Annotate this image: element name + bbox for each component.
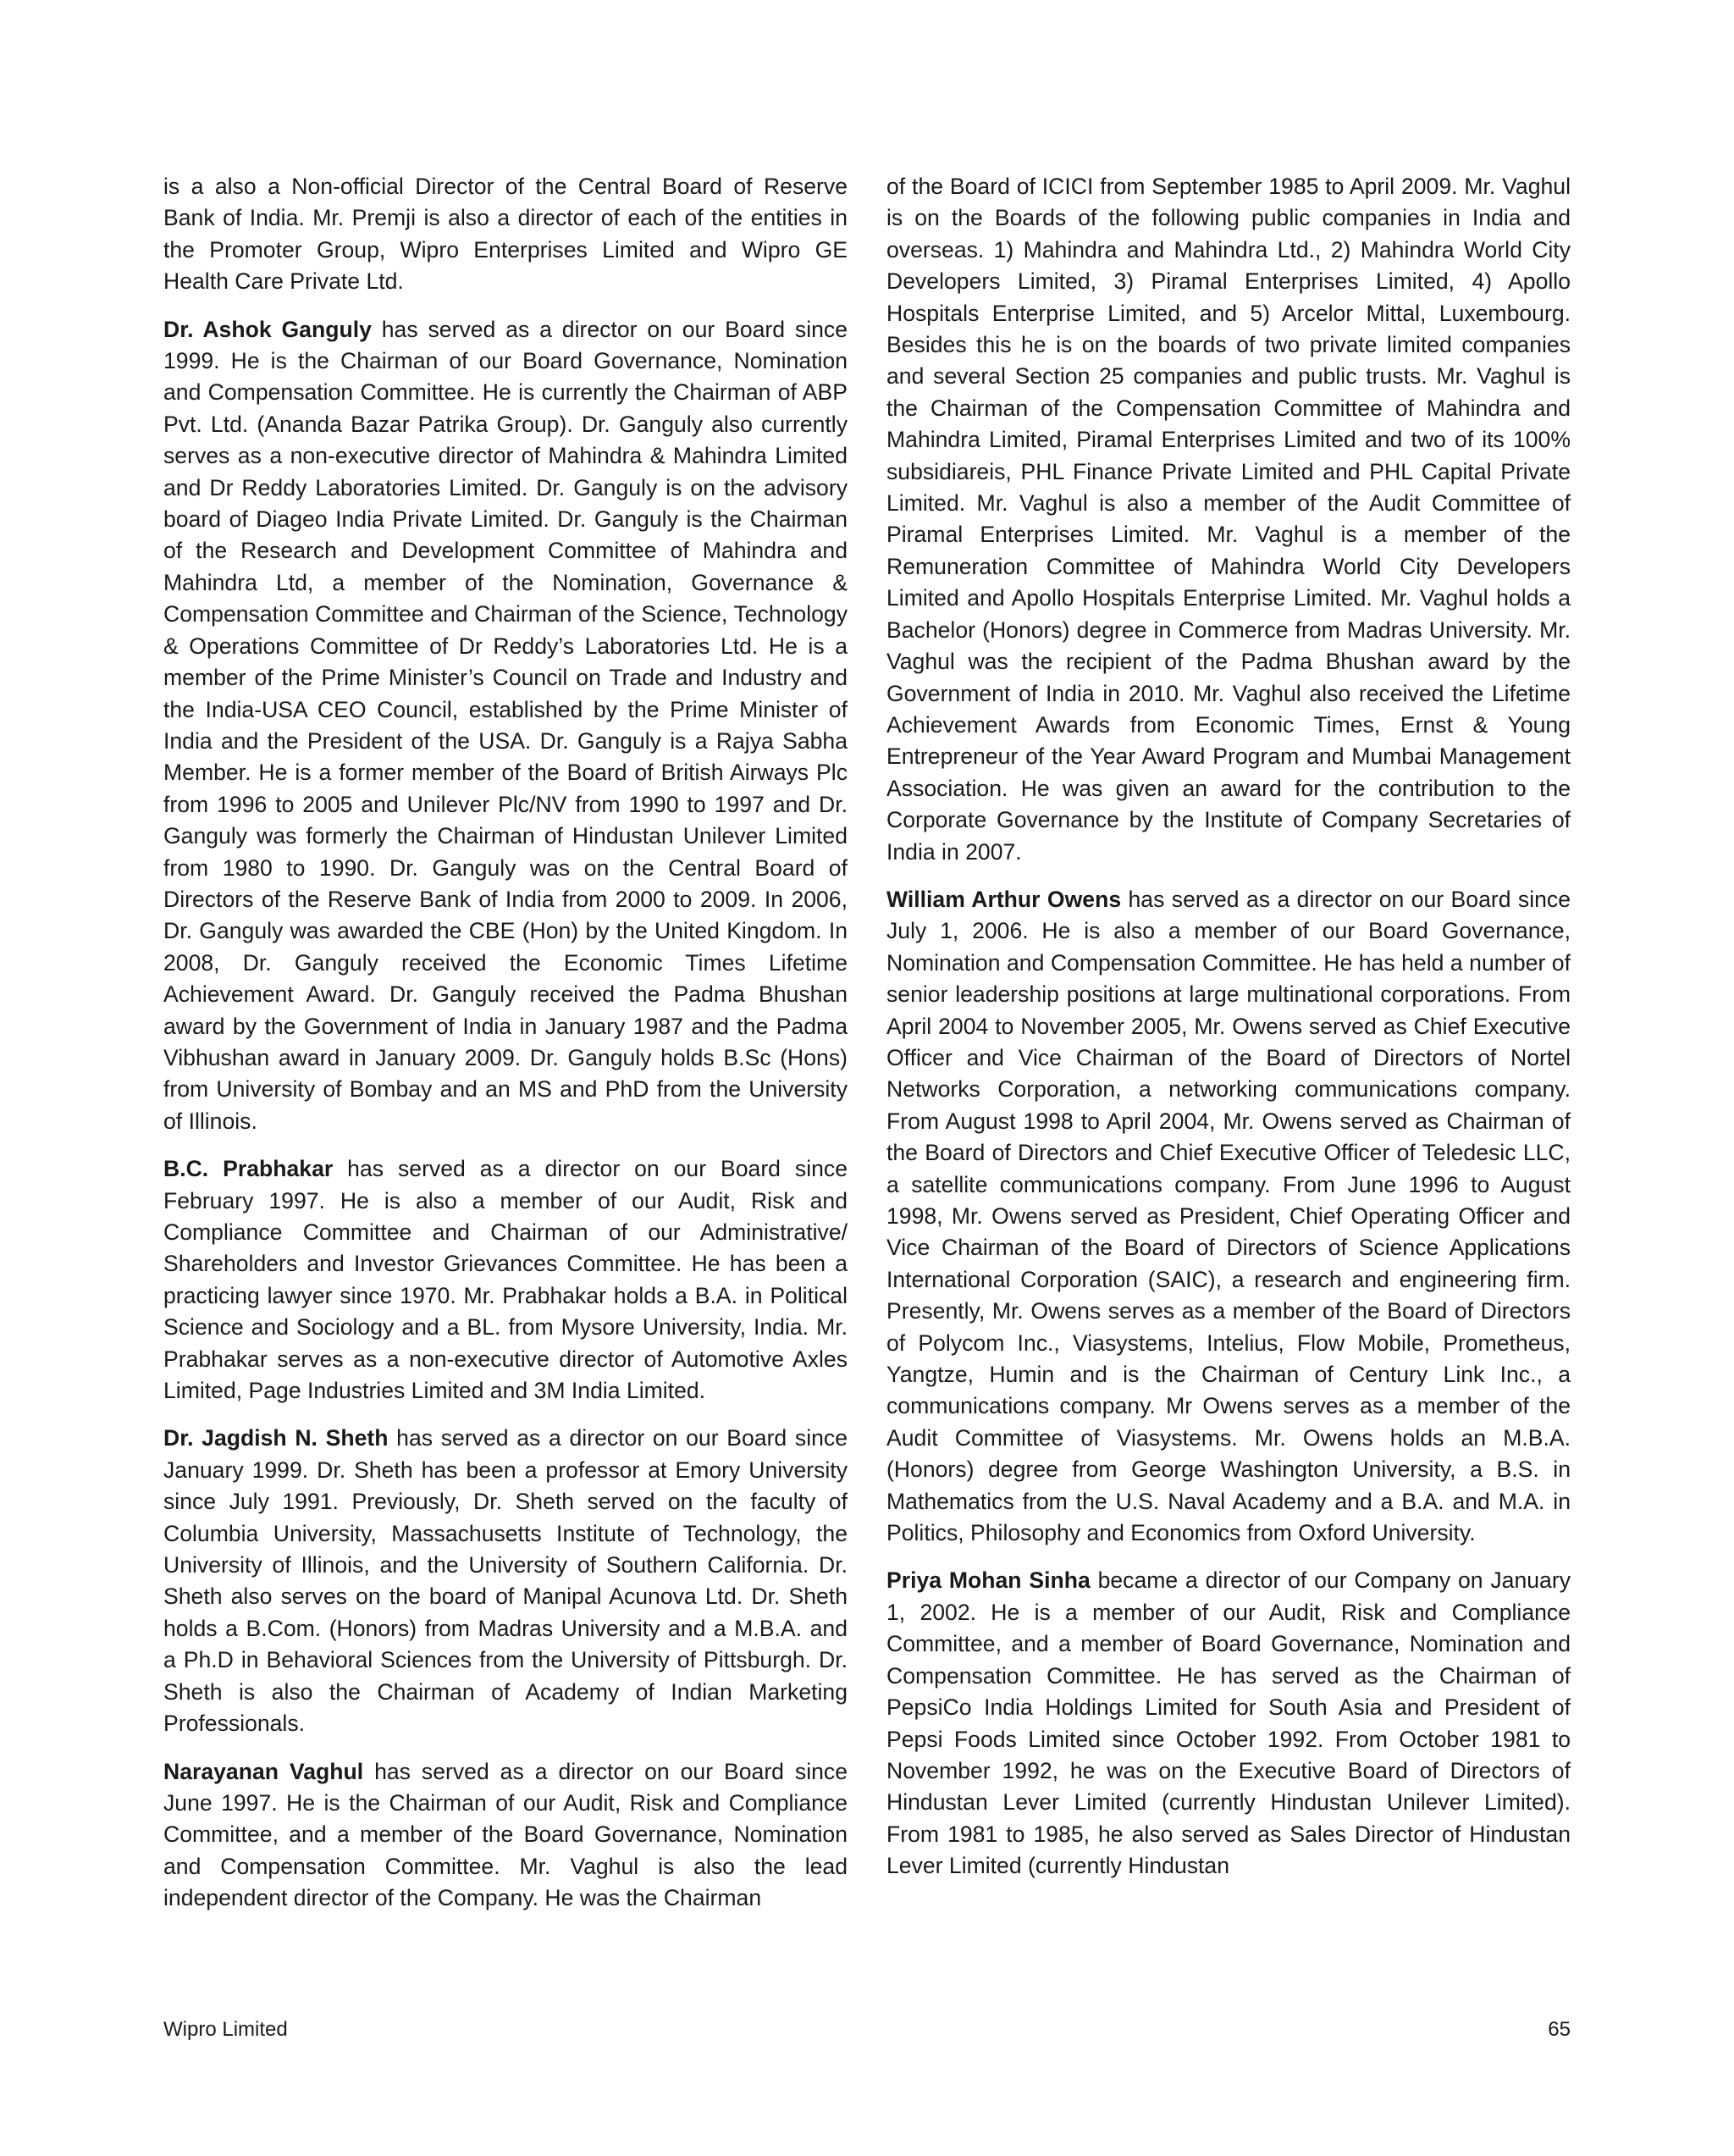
director-name: Dr. Jagdish N. Sheth [163, 1425, 389, 1451]
paragraph-bc-prabhakar [163, 1153, 848, 1407]
paragraph-priya-sinha [886, 1565, 1571, 1882]
page-number: 65 [1548, 2018, 1571, 2041]
paragraph-jagdish-sheth [163, 1423, 848, 1739]
director-name: William Arthur Owens [886, 886, 1122, 912]
paragraph-text: of the Board of ICICI from September 1985 to April 2009. Mr. Vaghul is on the Boards of the following public companies in India and overseas. 1) Mahindra and Mahindra Ltd., 2) Mahindra World City Developers Limited, 3) Piramal Enterprises Limited, 4) Apollo Hospitals Enterprise Limited, and 5) Arcelor Mittal, Luxembourg. Besides this he is on the boards of two private limited companies and several Section 25 companies and public trusts. Mr. Vaghul is the Chairman of the Compensation Committee of Mahindra and Mahindra Limited, Piramal Enterprises Limited and two of its 100% subsidiareis, PHL Finance Private Limited and PHL Capital Private Limited. Mr. Vaghul is also a member of the Audit Committee of Piramal Enterprises Limited. Mr. Vaghul is a member of the Remuneration Committee of Mahindra World City Developers Limited and Apollo Hospitals Enterprise Limited. Mr. Vaghul holds a Bachelor (Honors) degree in Commerce from Madras University. Mr. Vaghul was the recipient of the Padma Bhushan award by the Government of India in 2010. Mr. Vaghul also received the Lifetime Achievement Awards from Economic Times, Ernst & Young Entrepreneur of the Year Award Program and Mumbai Management Association. He was given an award for the contribution to the Corporate Governance by the Institute of Company Secretaries of India in 2007. [886, 174, 1571, 865]
paragraph-ashok-ganguly [163, 314, 848, 1138]
paragraph-vaghul-continued [886, 171, 1571, 868]
director-name: Narayanan Vaghul [163, 1758, 364, 1784]
paragraph-text: became a director of our Company on January 1, 2002. He is a member of our Audit, Risk and Compliance Committee, and a member of Board Governance, Nomination and Compensation Committee. He has served as the Chairman of PepsiCo India Holdings Limited for South Asia and President of Pepsi Foods Limited since October 1992. From October 1981 to November 1992, he was on the Executive Board of Directors of Hindustan Lever Limited (currently Hindustan Unilever Limited). From 1981 to 1985, he also served as Sales Director of Hindustan Lever Limited (currently Hindustan [886, 1567, 1571, 1879]
paragraph-text: has served as a director on our Board since 1999. He is the Chairman of our Board Governance, Nomination and Compensation Committee. He is currently the Chairman of ABP Pvt. Ltd. (Ananda Bazar Patrika Group). Dr. Ganguly also currently serves as a non-executive director of Mahindra & Mahindra Limited and Dr Reddy Laboratories Limited. Dr. Ganguly is on the advisory board of Diageo India Private Limited. Dr. Ganguly is the Chairman of the Research and Development Committee of Mahindra and Mahindra Ltd, a member of the Nomination, Governance & Compensation Committee and Chairman of the Science, Technology & Operations Committee of Dr Reddy’s Laboratories Ltd. He is a member of the Prime Minister’s Council on Trade and Industry and the India-USA CEO Council, established by the Prime Minister of India and the President of the USA. Dr. Ganguly is a Rajya Sabha Member. He is a former member of the Board of British Airways Plc from 1996 to 2005 and Unilever Plc/NV from 1990 to 1997 and Dr. Ganguly was formerly the Chairman of Hindustan Unilever Limited from 1980 to 1990. Dr. Ganguly was on the Central Board of Directors of the Reserve Bank of India from 2000 to 2009. In 2006, Dr. Ganguly was awarded the CBE (Hon) by the United Kingdom. In 2008, Dr. Ganguly received the Economic Times Lifetime Achievement Award. Dr. Ganguly received the Padma Bhushan award by the Government of India in January 1987 and the Padma Vibhushan award in January 2009. Dr. Ganguly holds B.Sc (Hons) from University of Bombay and an MS and PhD from the University of Illinois. [163, 316, 848, 1134]
right-column [886, 171, 1571, 1899]
paragraph-text: has served as a director on our Board since January 1999. Dr. Sheth has been a professor at Emory University since July 1991. Previously, Dr. Sheth served on the faculty of Columbia University, Massachusetts Institute of Technology, the University of Illinois, and the University of Southern California. Dr. Sheth also serves on the board of Manipal Acunova Ltd. Dr. Sheth holds a B.Com. (Honors) from Madras University and a M.B.A. and a Ph.D in Behavioral Sciences from the University of Pittsburgh. Dr. Sheth is also the Chairman of Academy of Indian Marketing Professionals. [163, 1425, 848, 1737]
paragraph-william-owens [886, 884, 1571, 1550]
director-name: Priya Mohan Sinha [886, 1567, 1091, 1594]
paragraph-premji-continued [163, 171, 848, 298]
paragraph-text: has served as a director on our Board since July 1, 2006. He is also a member of our Board Governance, Nomination and Compensation Committee. He has held a number of senior leadership positions at large multinational corporations. From April 2004 to November 2005, Mr. Owens served as Chief Executive Officer and Vice Chairman of the Board of Directors of Nortel Networks Corporation, a networking communications company. From August 1998 to April 2004, Mr. Owens served as Chairman of the Board of Directors and Chief Executive Officer of Teledesic LLC, a satellite communications company. From June 1996 to August 1998, Mr. Owens served as President, Chief Operating Officer and Vice Chairman of the Board of Directors of Science Applications International Corporation (SAIC), a research and engineering firm. Presently, Mr. Owens serves as a member of the Board of Directors of Polycom Inc., Viasystems, Intelius, Flow Mobile, Prometheus, Yangtze, Humin and is the Chairman of Century Link Inc., a communications company. Mr Owens serves as a member of the Audit Committee of Viasystems. Mr. Owens holds an M.B.A. (Honors) degree from George Washington University, a B.S. in Mathematics from the U.S. Naval Academy and a B.A. and M.A. in Politics, Philosophy and Economics from Oxford University. [886, 886, 1571, 1546]
paragraph-text: is a also a Non-official Director of the Central Board of Reserve Bank of India. Mr. Premji is also a director of each of the entities in the Promoter Group, Wipro Enterprises Limited and Wipro GE Health Care Private Ltd. [163, 174, 848, 295]
paragraph-narayanan-vaghul [163, 1756, 848, 1915]
director-name: Dr. Ashok Ganguly [163, 316, 372, 342]
left-column [163, 171, 848, 1931]
paragraph-text: has served as a director on our Board since June 1997. He is the Chairman of our Audit, Risk and Compliance Committee, and a member of the Board Governance, Nomination and Compensation Committee. Mr. Vaghul is also the lead independent director of the Company. He was the Chairman [163, 1758, 848, 1911]
director-name: B.C. Prabhakar [163, 1156, 334, 1182]
paragraph-text: has served as a director on our Board since February 1997. He is also a member of our Audit, Risk and Compliance Committee and Chairman of our Administrative/ Shareholders and Investor Grievances Committee. He has been a practicing lawyer since 1970. Mr. Prabhakar holds a B.A. in Political Science and Sociology and a BL. from Mysore University, India. Mr. Prabhakar serves as a non-executive director of Automotive Axles Limited, Page Industries Limited and 3M India Limited. [163, 1156, 848, 1404]
footer-company: Wipro Limited [163, 2018, 288, 2041]
